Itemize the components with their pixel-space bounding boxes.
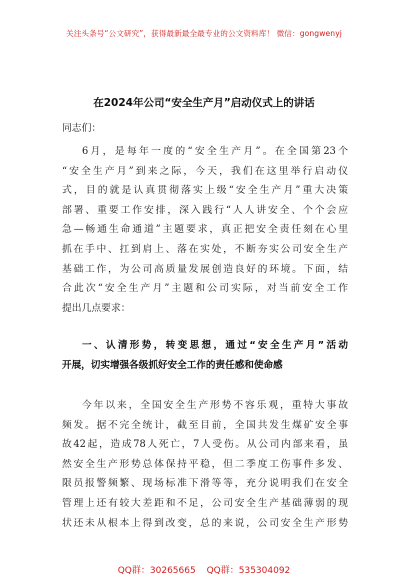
salutation: 同志们： xyxy=(62,123,102,134)
paragraph-line: 管理上还有较大差距和不足，公司安全生产基础薄弱的现 xyxy=(62,497,348,509)
paragraph-line: 抓在手中、扛到肩上、落在实处，不断夯实公司安全生产 xyxy=(62,243,348,255)
paragraph-line: 式，目的就是认真贯彻落实上级“安全生产月”重大决策 xyxy=(62,185,348,197)
paragraph-line: 6月，是每年一度的“安全生产月”。在全国第23个 xyxy=(82,146,348,157)
paragraph-2 xyxy=(62,396,348,533)
paragraph-line: 限员报警频繁、现场标准下滑等等，充分说明我们在安全 xyxy=(62,478,348,490)
paragraph-1 xyxy=(62,142,348,318)
heading-line: 开展，切实增强各级抓好安全工作的责任感和使命感 xyxy=(62,359,283,371)
document-title: 在2024年公司“安全生产月”启动仪式上的讲话 xyxy=(93,97,315,109)
paragraph-line: 今年以来，全国安全生产形势不容乐观，重特大事故 xyxy=(82,400,348,411)
paragraph-line: 合此次“安全生产月”主题和公司实际，对当前安全工作 xyxy=(62,283,348,295)
paragraph-line: 急—畅通生命通道”主题要求，真正把安全责任刻在心里 xyxy=(62,224,348,236)
footer-contacts xyxy=(0,563,408,576)
qq-group-2: QQ群：535304092 xyxy=(206,566,291,576)
qq-group-1: QQ群：30265665 xyxy=(117,566,196,576)
promo-banner: 关注头条号“公文研究”，获得最新最全最专业的公文资料库！ 微信：gongwenyj xyxy=(66,29,342,38)
paragraph-line: 提出几点要求： xyxy=(62,302,131,314)
paragraph-line: 然安全生产形势总体保持平稳，但二季度工伤事件多发、 xyxy=(62,458,348,470)
heading-line: 一、认清形势，转变思想，通过“安全生产月”活动 xyxy=(82,340,348,351)
paragraph-line: 基础工作，为公司高质量发展创造良好的环境。下面，结 xyxy=(62,263,348,275)
paragraph-line: 故42起，造成78人死亡，7人受伤。从公司内部来看，虽 xyxy=(62,439,348,451)
section-heading-1 xyxy=(62,336,348,375)
paragraph-line: 频发。据不完全统计，截至目前，全国共发生煤矿安全事 xyxy=(62,419,348,431)
paragraph-line: 部署、重要工作安排，深入践行“人人讲安全、个个会应 xyxy=(62,204,348,216)
paragraph-line: 状还未从根本上得到改变，总的来说，公司安全生产形势 xyxy=(62,517,348,529)
paragraph-line: “安全生产月”到来之际，今天，我们在这里举行启动仪 xyxy=(62,165,348,177)
